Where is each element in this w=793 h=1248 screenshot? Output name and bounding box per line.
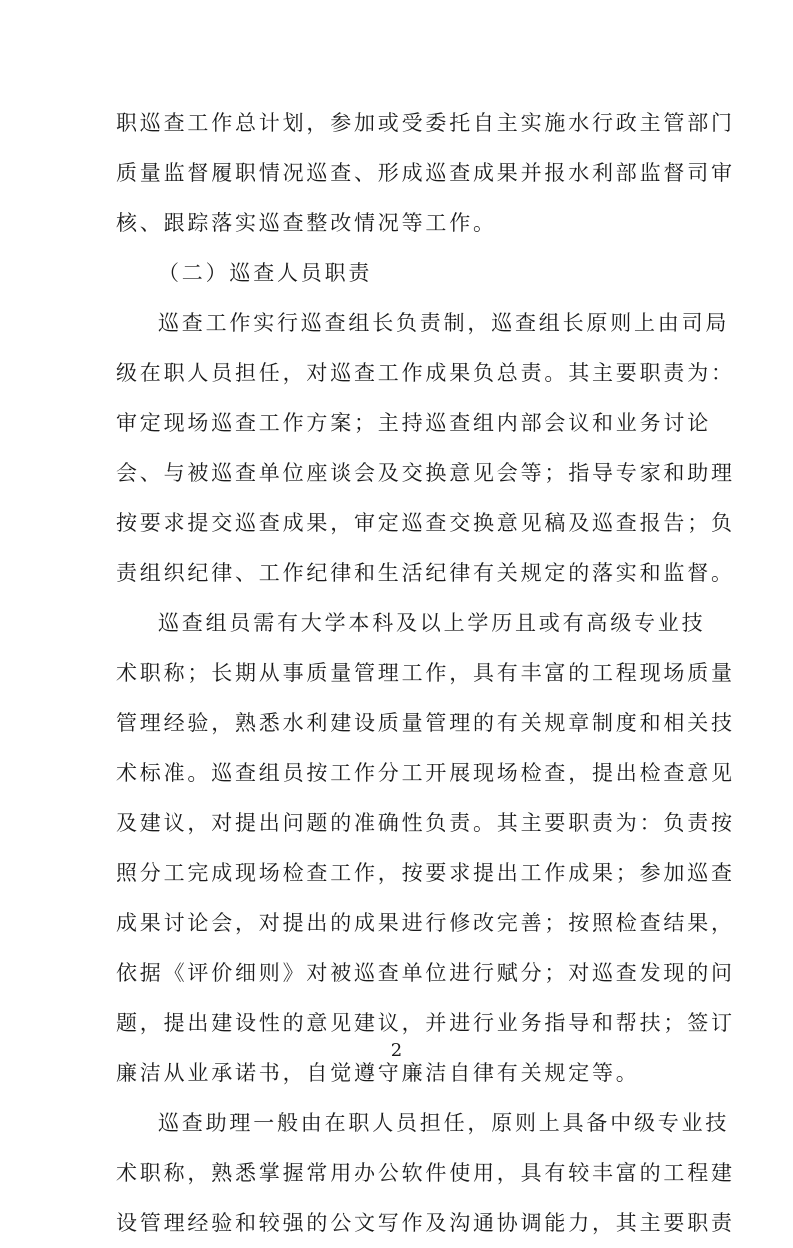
text-line: 巡查工作实行巡查组长负责制，巡查组长原则上由司局 (158, 311, 730, 335)
text-line: 廉洁从业承诺书，自觉遵守廉洁自律有关规定等。 (116, 1061, 640, 1085)
text-line: 管理经验，熟悉水利建设质量管理的有关规章制度和相关技 (116, 711, 735, 735)
text-line: 审定现场巡查工作方案；主持巡查组内部会议和业务讨论 (116, 411, 711, 435)
text-line: 设管理经验和较强的公文写作及沟通协调能力，其主要职责 (116, 1211, 735, 1235)
text-line: 会、与被巡查单位座谈会及交换意见会等；指导专家和助理 (116, 461, 735, 485)
text-line: 核、跟踪落实巡查整改情况等工作。 (116, 211, 497, 235)
text-line: 巡查组员需有大学本科及以上学历且或有高级专业技 (158, 611, 706, 635)
text-line: 术标准。巡查组员按工作分工开展现场检查，提出检查意见 (116, 761, 735, 785)
text-line: 职巡查工作总计划，参加或受委托自主实施水行政主管部门 (116, 111, 735, 135)
page-number: 2 (390, 1040, 403, 1061)
text-line: 级在职人员担任，对巡查工作成果负总责。其主要职责为： (116, 361, 735, 385)
section-heading: （二）巡查人员职责 (158, 261, 373, 285)
text-line: 题，提出建设性的意见建议，并进行业务指导和帮扶；签订 (116, 1011, 735, 1035)
text-line: 照分工完成现场检查工作，按要求提出工作成果；参加巡查 (116, 861, 735, 885)
text-line: 术职称，熟悉掌握常用办公软件使用，具有较丰富的工程建 (116, 1161, 735, 1185)
text-line: 依据《评价细则》对被巡查单位进行赋分；对巡查发现的问 (116, 961, 735, 985)
text-line: 质量监督履职情况巡查、形成巡查成果并报水利部监督司审 (116, 161, 735, 185)
text-line: 术职称；长期从事质量管理工作，具有丰富的工程现场质量 (116, 661, 735, 685)
text-line: 巡查助理一般由在职人员担任，原则上具备中级专业技 (158, 1111, 730, 1135)
text-line: 及建议，对提出问题的准确性负责。其主要职责为：负责按 (116, 811, 735, 835)
text-line: 责组织纪律、工作纪律和生活纪律有关规定的落实和监督。 (116, 561, 735, 585)
body-text (116, 98, 735, 1248)
text-line: 成果讨论会，对提出的成果进行修改完善；按照检查结果， (116, 911, 735, 935)
text-line: 按要求提交巡查成果，审定巡查交换意见稿及巡查报告；负 (116, 511, 735, 535)
